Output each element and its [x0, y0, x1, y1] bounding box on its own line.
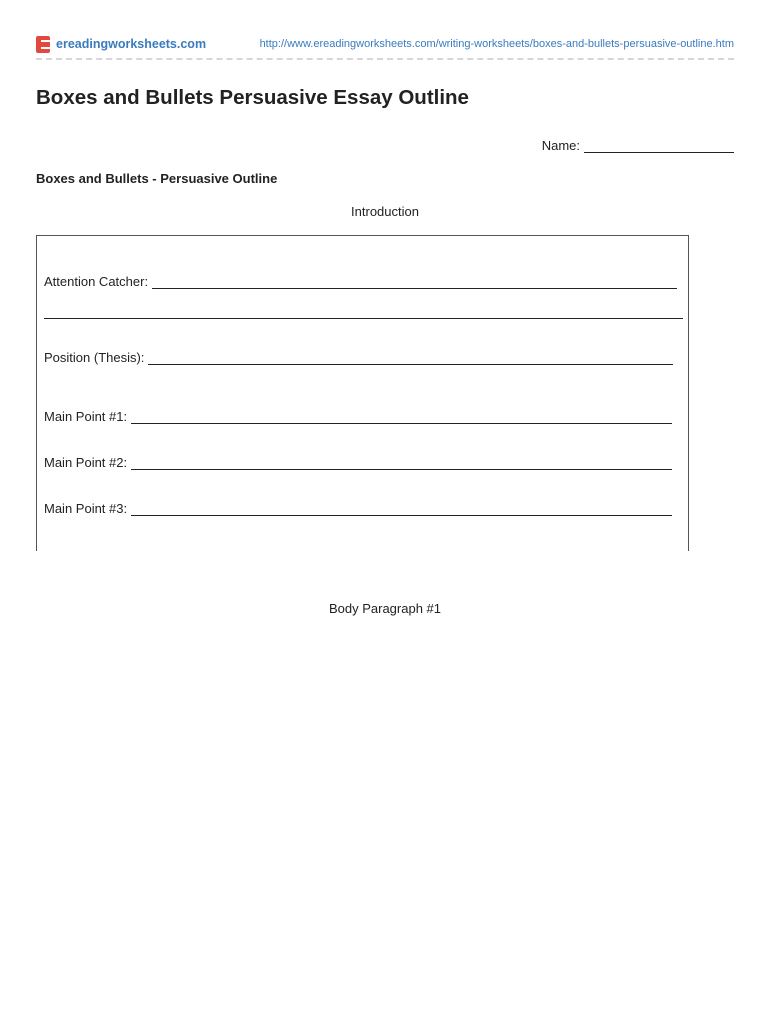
introduction-heading: Introduction: [351, 204, 419, 219]
header-divider: [36, 58, 734, 60]
main-point-1-row: [44, 409, 672, 424]
main-point-1-label: Main Point #1:: [44, 409, 128, 424]
site-name-link[interactable]: ereadingworksheets.com: [56, 37, 207, 51]
position-field[interactable]: [148, 352, 673, 365]
attention-catcher-field[interactable]: [152, 276, 677, 289]
main-point-2-label: Main Point #2:: [44, 455, 128, 470]
page-title: Boxes and Bullets Persuasive Essay Outline: [36, 86, 469, 109]
main-point-3-field[interactable]: [131, 503, 672, 516]
main-point-3-row: [44, 501, 672, 516]
source-url-link[interactable]: http://www.ereadingworksheets.com/writing-worksheets/boxes-and-bullets-persuasive-outline.htm: [259, 38, 734, 50]
position-label: Position (Thesis):: [44, 350, 145, 365]
main-point-2-row: [44, 455, 672, 470]
name-label: Name:: [541, 138, 580, 153]
attention-catcher-continuation-field[interactable]: [44, 318, 683, 319]
position-row: [44, 350, 673, 365]
attention-catcher-row: [44, 274, 677, 289]
section-title: Boxes and Bullets - Persuasive Outline: [36, 171, 278, 186]
main-point-3-label: Main Point #3:: [44, 501, 128, 516]
introduction-box: [36, 235, 689, 551]
attention-catcher-label: Attention Catcher:: [44, 274, 149, 289]
main-point-1-field[interactable]: [131, 411, 672, 424]
body-paragraph-1-heading: Body Paragraph #1: [328, 601, 442, 616]
main-point-2-field[interactable]: [131, 457, 672, 470]
site-logo-icon[interactable]: [36, 36, 50, 53]
name-field[interactable]: [584, 138, 734, 153]
name-row: [542, 138, 734, 153]
page-header: [36, 34, 734, 56]
